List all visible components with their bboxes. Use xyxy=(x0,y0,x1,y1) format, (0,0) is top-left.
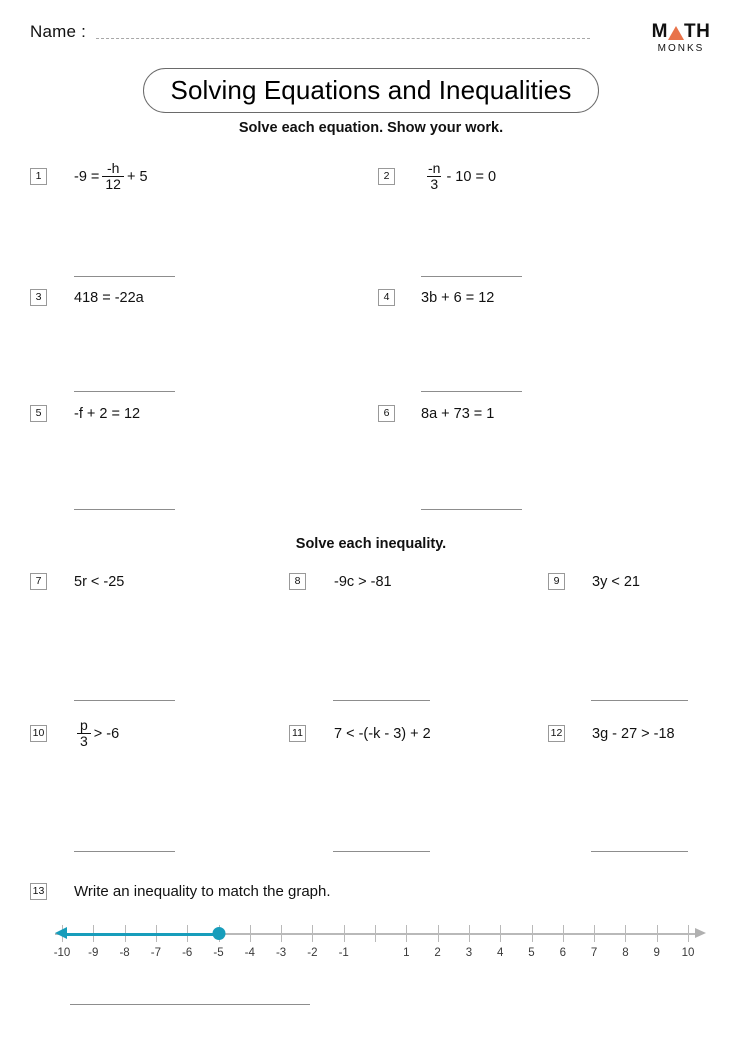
number-line-label: -10 xyxy=(53,947,71,959)
question-text-6: 8a + 73 = 1 xyxy=(421,405,495,422)
question-number-1: 1 xyxy=(30,168,47,185)
q10-suffix: > -6 xyxy=(93,726,120,742)
number-line-graph xyxy=(0,905,742,975)
question-text-3: 418 = -22a xyxy=(74,289,144,306)
number-line-tick xyxy=(250,925,251,942)
number-line-label: 5 xyxy=(528,947,535,959)
question-text-5: -f + 2 = 12 xyxy=(74,405,141,422)
question-text-4: 3b + 6 = 12 xyxy=(421,289,495,306)
number-line-label: 9 xyxy=(653,947,660,959)
answer-line-1[interactable] xyxy=(74,276,175,277)
q1-suffix: + 5 xyxy=(126,169,148,185)
number-line-tick xyxy=(532,925,533,942)
q2-suffix: - 10 = 0 xyxy=(446,169,497,185)
number-line-label: -5 xyxy=(213,947,224,959)
answer-line-3[interactable] xyxy=(74,391,175,392)
number-line-label: -8 xyxy=(119,947,130,959)
number-line-tick xyxy=(563,925,564,942)
question-number-13: 13 xyxy=(30,883,47,900)
question-text-13: Write an inequality to match the graph. xyxy=(74,882,331,900)
q10-fraction xyxy=(77,718,91,749)
question-text-11: 7 < -(-k - 3) + 2 xyxy=(334,725,431,742)
number-line-label: 4 xyxy=(496,947,504,959)
number-line-label: 10 xyxy=(681,947,695,959)
page-header xyxy=(0,22,742,68)
question-number-10: 10 xyxy=(30,725,47,742)
number-line-tick xyxy=(312,925,313,942)
question-text-12: 3g - 27 > -18 xyxy=(592,725,675,742)
answer-line-11[interactable] xyxy=(333,851,430,852)
q1-fraction xyxy=(102,161,124,192)
answer-line-9[interactable] xyxy=(591,700,688,701)
number-line-endpoint-dot xyxy=(212,927,225,940)
answer-line-8[interactable] xyxy=(333,700,430,701)
number-line-label: -3 xyxy=(275,947,287,959)
q2-numerator: -n xyxy=(428,159,441,176)
question-text-2 xyxy=(422,160,496,194)
logo-subtext: MONKS xyxy=(657,43,705,54)
logo-text-th: TH xyxy=(684,21,711,42)
question-text-9: 3y < 21 xyxy=(592,573,640,590)
answer-line-2[interactable] xyxy=(421,276,522,277)
number-line-tick xyxy=(281,925,282,942)
number-line-label: 2 xyxy=(434,947,441,959)
number-line-tick xyxy=(375,925,376,942)
question-number-12: 12 xyxy=(548,725,565,742)
question-number-9: 9 xyxy=(548,573,565,590)
question-number-5: 5 xyxy=(30,405,47,422)
instruction-inequalities: Solve each inequality. xyxy=(295,536,447,552)
question-text-1 xyxy=(74,160,148,194)
logo-wordmark xyxy=(642,22,720,42)
number-line-label: -6 xyxy=(182,947,193,959)
answer-line-10[interactable] xyxy=(74,851,175,852)
q1-denominator: 12 xyxy=(102,176,124,192)
question-number-3: 3 xyxy=(30,289,47,306)
worksheet-title-box xyxy=(143,68,599,113)
name-field-row xyxy=(30,22,590,42)
number-line-label: 3 xyxy=(465,947,473,959)
q1-numerator: -h xyxy=(106,159,120,176)
number-line-tick xyxy=(688,925,689,942)
q1-prefix: -9 = xyxy=(74,169,100,185)
number-line-label: -1 xyxy=(338,947,349,959)
q10-numerator: p xyxy=(80,716,88,733)
number-line-tick xyxy=(438,925,439,942)
math-monks-logo xyxy=(642,22,720,54)
number-line-tick xyxy=(625,925,626,942)
page-title: Solving Equations and Inequalities xyxy=(170,75,572,105)
question-number-6: 6 xyxy=(378,405,395,422)
number-line-label: 7 xyxy=(590,947,598,959)
number-line-label: 6 xyxy=(559,947,566,959)
answer-line-5[interactable] xyxy=(74,509,175,510)
name-label: Name : xyxy=(30,22,86,41)
number-line-label: -7 xyxy=(150,947,162,959)
number-line-shaded-ray xyxy=(66,933,219,936)
number-line-left-arrow-icon xyxy=(55,927,67,939)
logo-triangle-icon xyxy=(668,26,684,40)
answer-line-6[interactable] xyxy=(421,509,522,510)
q2-fraction xyxy=(425,161,443,192)
q10-denominator: 3 xyxy=(77,733,91,749)
number-line-label: -4 xyxy=(244,947,255,959)
number-line-label: 8 xyxy=(622,947,629,959)
question-number-4: 4 xyxy=(378,289,395,306)
answer-line-13[interactable] xyxy=(70,1004,310,1005)
answer-line-12[interactable] xyxy=(591,851,688,852)
instruction-equations: Solve each equation. Show your work. xyxy=(238,120,504,136)
number-line-tick xyxy=(594,925,595,942)
number-line-right-arrow-icon xyxy=(695,928,706,938)
question-text-10 xyxy=(74,717,119,751)
logo-text-m: M xyxy=(651,21,668,42)
question-number-2: 2 xyxy=(378,168,395,185)
number-line-tick xyxy=(406,925,407,942)
number-line-tick xyxy=(344,925,345,942)
number-line-label: 1 xyxy=(403,947,410,959)
question-number-11: 11 xyxy=(289,725,306,742)
question-text-8: -9c > -81 xyxy=(334,573,392,590)
number-line-tick xyxy=(469,925,470,942)
question-number-7: 7 xyxy=(30,573,47,590)
number-line-tick xyxy=(500,925,501,942)
answer-line-4[interactable] xyxy=(421,391,522,392)
name-input-line[interactable] xyxy=(96,38,590,39)
question-number-8: 8 xyxy=(289,573,306,590)
number-line-tick xyxy=(657,925,658,942)
q2-denominator: 3 xyxy=(427,176,441,192)
question-text-7: 5r < -25 xyxy=(74,573,125,590)
number-line-label: -9 xyxy=(88,947,99,959)
answer-line-7[interactable] xyxy=(74,700,175,701)
number-line-label: -2 xyxy=(307,947,318,959)
